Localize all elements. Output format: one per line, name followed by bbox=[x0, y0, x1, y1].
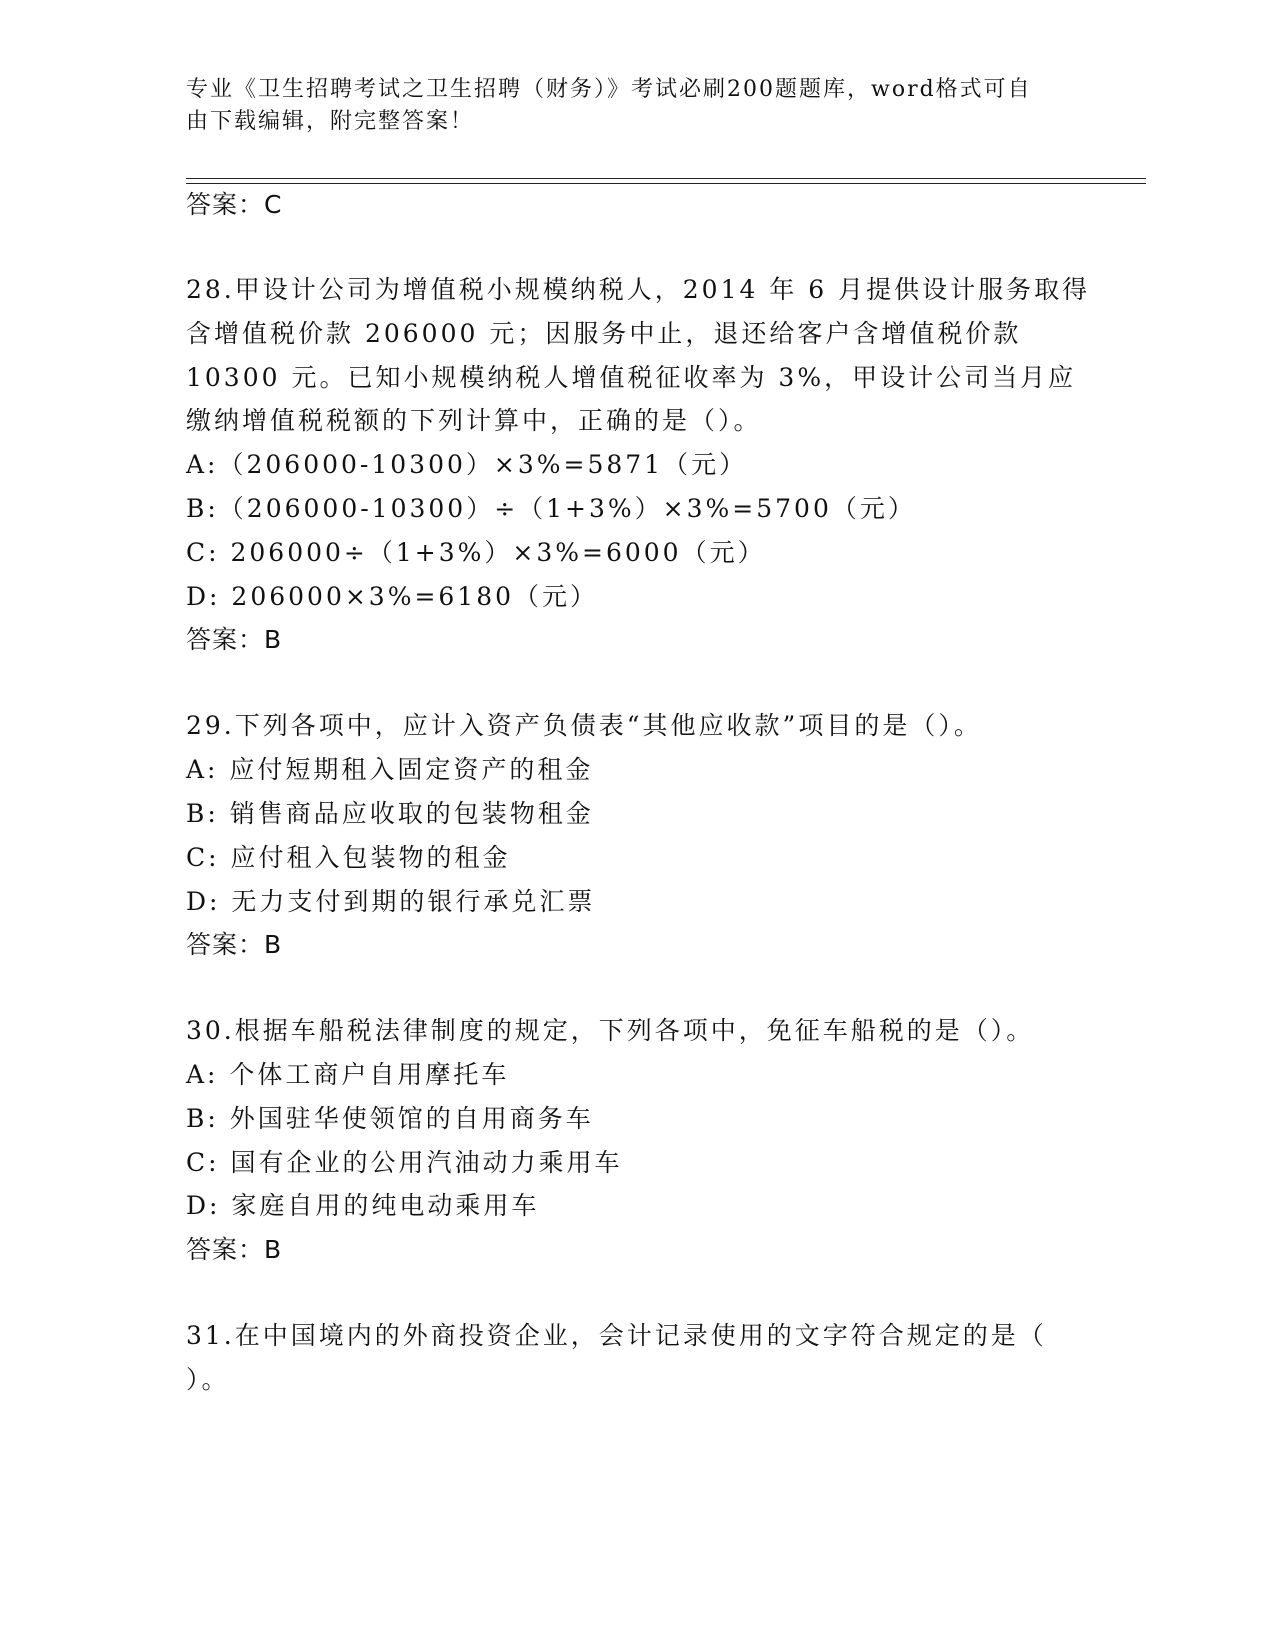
q28-text-line-4: 缴纳增值税税额的下列计算中，正确的是（）。 bbox=[186, 406, 762, 435]
q29-answer: 答案：B bbox=[186, 930, 283, 959]
q30-option-c: C: 国有企业的公用汽油动力乘用车 bbox=[186, 1148, 623, 1177]
q31-text-line-2: ）。 bbox=[186, 1365, 230, 1394]
q30-option-d: D: 家庭自用的纯电动乘用车 bbox=[186, 1191, 540, 1220]
q31-text-line-1: 31.在中国境内的外商投资企业，会计记录使用的文字符合规定的是（ bbox=[186, 1321, 1047, 1350]
q29-option-d: D: 无力支付到期的银行承兑汇票 bbox=[186, 887, 596, 916]
q28-answer: 答案：B bbox=[186, 625, 283, 654]
page-header-note bbox=[186, 74, 1066, 138]
header-divider-top bbox=[186, 178, 1146, 179]
q29-option-c: C: 应付租入包装物的租金 bbox=[186, 843, 511, 872]
q28-text-line-3: 10300 元。已知小规模纳税人增值税征收率为 3%，甲设计公司当月应 bbox=[186, 363, 1077, 392]
header-divider-bottom bbox=[186, 183, 1146, 184]
header-line-2: 由下载编辑，附完整答案！ bbox=[186, 109, 475, 134]
q29-option-a: A: 应付短期租入固定资产的租金 bbox=[186, 755, 594, 784]
q28-option-d: D: 206000×3%=6180（元） bbox=[186, 582, 599, 611]
q28-text-line-2: 含增值税价款 206000 元；因服务中止，退还给客户含增值税价款 bbox=[186, 319, 1022, 348]
q28-option-a: A:（206000-10300）×3%=5871（元） bbox=[186, 450, 748, 479]
q28-option-b: B:（206000-10300）÷（1+3%）×3%=5700（元） bbox=[186, 494, 916, 523]
header-line-1: 专业《卫生招聘考试之卫生招聘（财务）》考试必刷200题题库，word格式可自 bbox=[186, 77, 1032, 102]
q30-text: 30.根据车船税法律制度的规定，下列各项中，免征车船税的是（）。 bbox=[186, 1016, 1035, 1045]
q29-option-b: B: 销售商品应收取的包装物租金 bbox=[186, 799, 594, 828]
q30-option-a: A: 个体工商户自用摩托车 bbox=[186, 1060, 510, 1089]
q28-option-c: C: 206000÷（1+3%）×3%=6000（元） bbox=[186, 538, 766, 567]
q29-text: 29.下列各项中，应计入资产负债表“其他应收款”项目的是（）。 bbox=[186, 711, 982, 740]
answer-previous: 答案：C bbox=[186, 190, 283, 219]
q30-option-b: B: 外国驻华使领馆的自用商务车 bbox=[186, 1104, 594, 1133]
q30-answer: 答案：B bbox=[186, 1235, 283, 1264]
q28-text-line-1: 28.甲设计公司为增值税小规模纳税人，2014 年 6 月提供设计服务取得 bbox=[186, 275, 1091, 304]
